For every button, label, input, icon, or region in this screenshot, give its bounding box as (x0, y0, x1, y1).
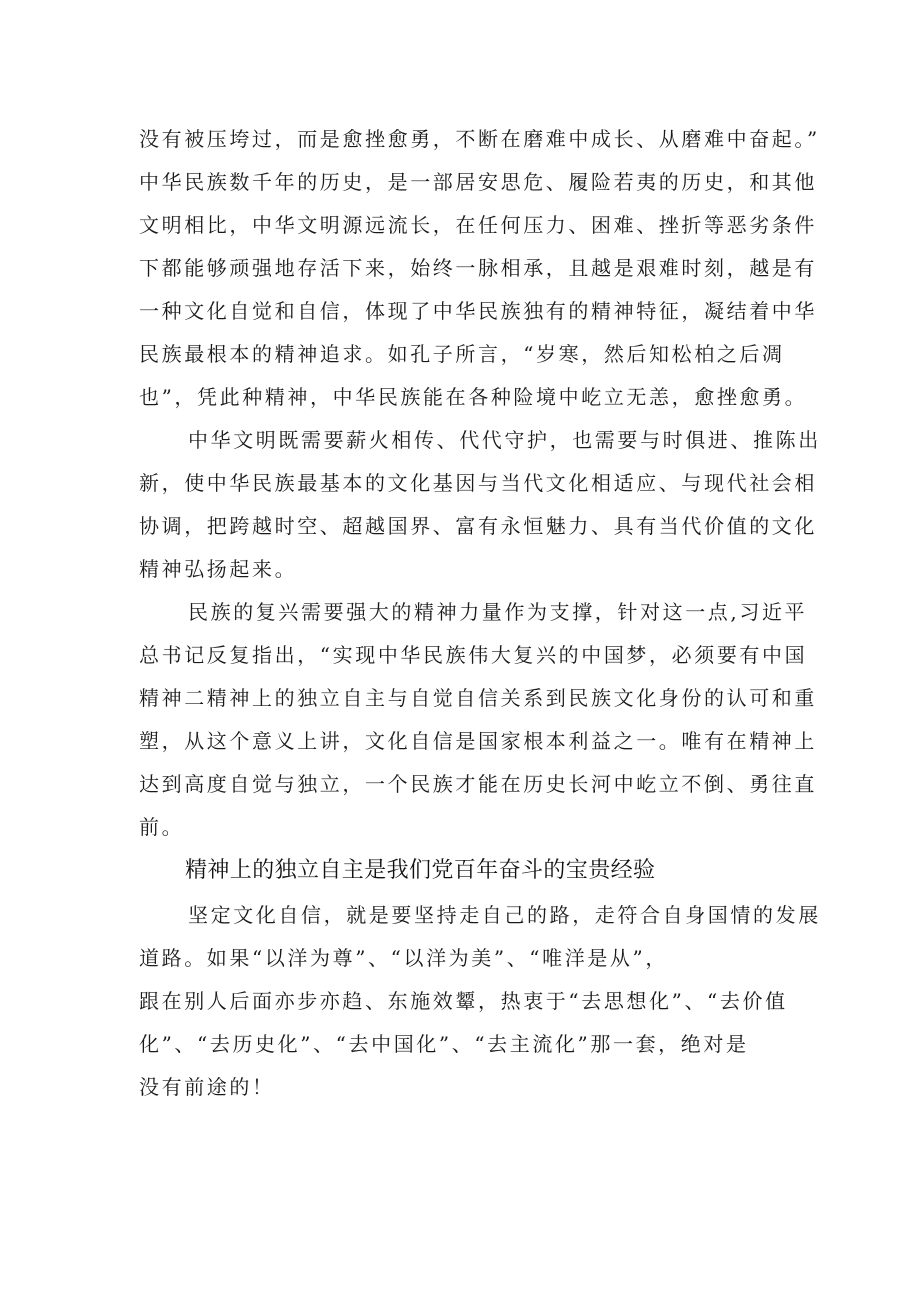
paragraph-4-line-1: 坚定文化自信，就是要坚持走自己的路，走符合自身国情的发展 (188, 903, 821, 927)
paragraph-4-line-5: 没有前途的！ (139, 1075, 275, 1099)
paragraph-4-line-2: 道路。如果“以洋为尊”、“以洋为美”、“唯洋是从”， (139, 946, 668, 970)
paragraph-3-line-2: 总书记反复指出，“实现中华民族伟大复兴的中国梦，必须要有中国 (139, 643, 808, 667)
paragraph-3-line-1: 民族的复兴需要强大的精神力量作为支撑，针对这一点,习近平 (188, 600, 808, 624)
paragraph-1-line-4: 下都能够顽强地存活下来，始终一脉相承，且越是艰难时刻，越是有 (139, 256, 817, 280)
paragraph-4-line-4: 化”、“去历史化”、“去中国化”、“去主流化”那一套，绝对是 (139, 1032, 749, 1056)
paragraph-2-line-3: 协调，把跨越时空、超越国界、富有永恒魅力、具有当代价值的文化 (139, 514, 817, 538)
paragraph-2-line-4: 精神弘扬起来。 (139, 557, 298, 581)
section-heading: 精神上的独立自主是我们党百年奋斗的宝贵经验 (185, 858, 656, 883)
paragraph-1-line-3: 文明相比，中华文明源远流长，在任何压力、困难、挫折等恶劣条件 (139, 213, 817, 237)
paragraph-1-line-2: 中华民族数千年的历史，是一部居安思危、履险若夷的历史，和其他 (139, 170, 817, 194)
paragraph-1-line-6: 民族最根本的精神追求。如孔子所言，“岁寒，然后知松柏之后凋 (139, 342, 785, 366)
paragraph-4-line-3: 跟在别人后面亦步亦趋、东施效颦，热衷于“去思想化”、“去价值 (139, 989, 788, 1013)
paragraph-3-line-3: 精神二精神上的独立自主与自觉自信关系到民族文化身份的认可和重 (139, 686, 817, 710)
paragraph-3-line-4: 塑，从这个意义上讲，文化自信是国家根本利益之一。唯有在精神上 (139, 729, 817, 753)
paragraph-1-line-1: 没有被压垮过，而是愈挫愈勇，不断在磨难中成长、从磨难中奋起。” (139, 127, 820, 151)
paragraph-1-line-5: 一种文化自觉和自信，体现了中华民族独有的精神特征，凝结着中华 (139, 299, 817, 323)
paragraph-3-line-5: 达到高度自觉与独立，一个民族才能在历史长河中屹立不倒、勇往直 (139, 772, 817, 796)
paragraph-2-line-1: 中华文明既需要薪火相传、代代守护，也需要与时俱进、推陈出 (188, 428, 821, 452)
paragraph-1-line-7: 也”，凭此种精神，中华民族能在各种险境中屹立无恙，愈挫愈勇。 (139, 385, 808, 409)
paragraph-3-line-6: 前。 (139, 815, 185, 839)
paragraph-2-line-2: 新，使中华民族最基本的文化基因与当代文化相适应、与现代社会相 (139, 471, 817, 495)
